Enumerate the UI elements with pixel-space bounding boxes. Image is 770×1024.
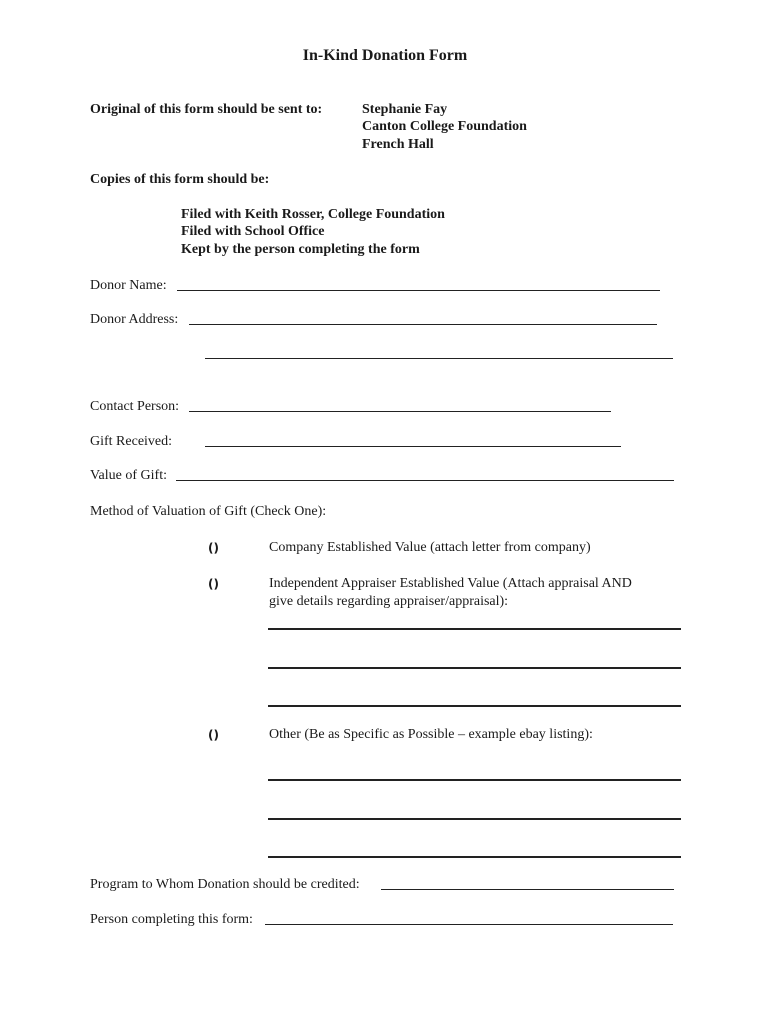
independent-appraiser-option-label-line-1: Independent Appraiser Established Value (Attach appraisal AND: [269, 576, 632, 591]
appraisal-details-line-2[interactable]: [268, 667, 681, 669]
company-value-option-label: Company Established Value (attach letter from company): [269, 540, 591, 555]
donor-name-line[interactable]: [177, 290, 660, 291]
copy-instruction-2: Filed with School Office: [181, 224, 325, 239]
contact-person-line[interactable]: [189, 411, 611, 412]
recipient-organization: Canton College Foundation: [362, 119, 527, 134]
value-of-gift-label: Value of Gift:: [90, 468, 167, 483]
recipient-name: Stephanie Fay: [362, 102, 448, 117]
recipient-location: French Hall: [362, 137, 434, 152]
other-details-line-2[interactable]: [268, 818, 681, 820]
other-option-label: Other (Be as Specific as Possible – example ebay listing):: [269, 727, 593, 742]
copy-instruction-3: Kept by the person completing the form: [181, 242, 420, 257]
independent-appraiser-option-label-line-2: give details regarding appraiser/appraisal):: [269, 594, 509, 609]
donor-address-line-1[interactable]: [189, 324, 657, 325]
contact-person-label: Contact Person:: [90, 399, 180, 414]
valuation-method-label: Method of Valuation of Gift (Check One):: [90, 504, 327, 519]
copies-label: Copies of this form should be:: [90, 172, 270, 187]
gift-received-line[interactable]: [205, 446, 621, 447]
donor-address-line-2[interactable]: [205, 358, 673, 359]
person-completing-line[interactable]: [265, 924, 673, 925]
value-of-gift-line[interactable]: [176, 480, 674, 481]
donor-name-label: Donor Name:: [90, 278, 167, 293]
program-credited-label: Program to Whom Donation should be credited:: [90, 877, 360, 892]
gift-received-label: Gift Received:: [90, 434, 173, 449]
appraisal-details-line-1[interactable]: [268, 628, 681, 630]
company-value-checkbox[interactable]: (): [208, 541, 219, 555]
person-completing-label: Person completing this form:: [90, 912, 253, 927]
program-credited-line[interactable]: [381, 889, 674, 890]
other-details-line-1[interactable]: [268, 779, 681, 781]
independent-appraiser-checkbox[interactable]: (): [208, 577, 219, 591]
original-recipient-label: Original of this form should be sent to:: [90, 102, 323, 117]
form-title: In-Kind Donation Form: [302, 47, 468, 64]
appraisal-details-line-3[interactable]: [268, 705, 681, 707]
other-details-line-3[interactable]: [268, 856, 681, 858]
donor-address-label: Donor Address:: [90, 312, 179, 327]
other-checkbox[interactable]: (): [208, 728, 219, 742]
copy-instruction-1: Filed with Keith Rosser, College Foundation: [181, 207, 445, 222]
